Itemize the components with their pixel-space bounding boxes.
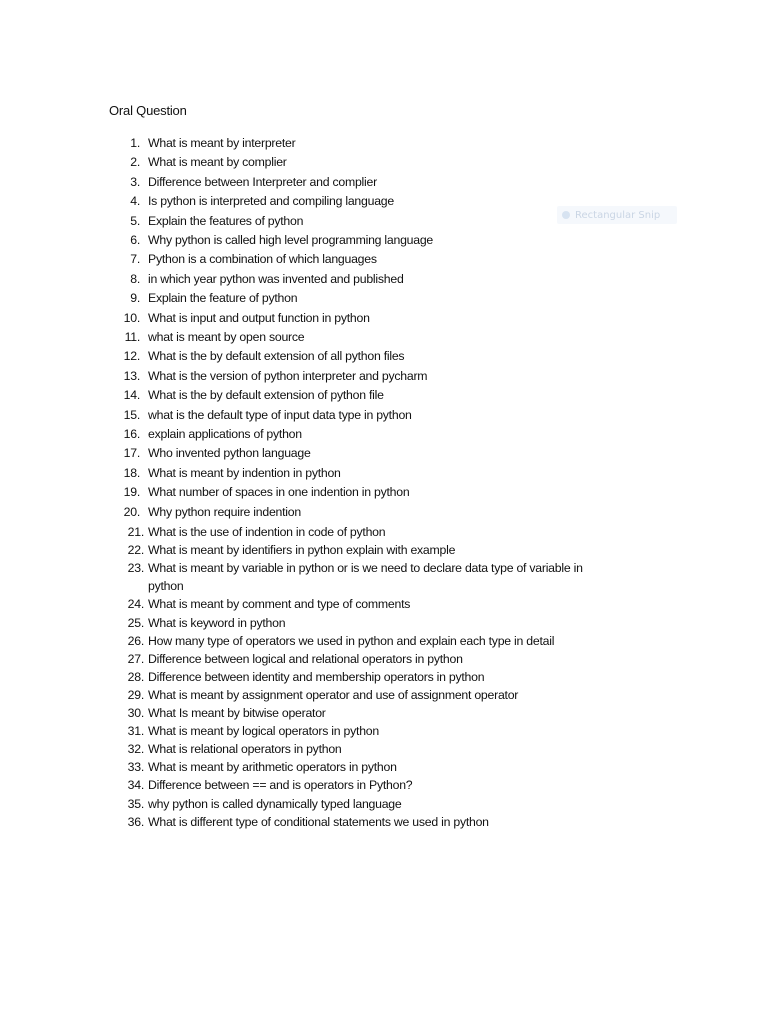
- question-number: 20.: [123, 504, 140, 519]
- question-text: explain applications of python: [148, 427, 302, 441]
- question-number: 31.: [127, 724, 144, 739]
- question-number: 22.: [127, 543, 144, 558]
- rectangular-snip-overlay[interactable]: [557, 206, 677, 224]
- question-number: 36.: [127, 814, 144, 829]
- question-number: 35.: [127, 796, 144, 811]
- question-text: What is meant by variable in python or is we need to declare data type of variable in: [148, 561, 583, 576]
- question-text: What is the use of indention in code of python: [148, 525, 386, 539]
- question-number: 28.: [127, 669, 144, 684]
- question-text: Difference between == and is operators in Python?: [148, 778, 413, 793]
- question-number: 6.: [130, 233, 140, 247]
- question-text: What is meant by logical operators in python: [148, 724, 379, 739]
- question-number: 26.: [127, 633, 144, 648]
- question-text: How many type of operators we used in python and explain each type in detail: [148, 633, 555, 648]
- question-text: What is different type of conditional statements we used in python: [148, 814, 489, 829]
- page-title: Oral Question: [109, 103, 187, 118]
- question-number: 24.: [127, 597, 144, 612]
- question-text-continued: python: [148, 579, 184, 594]
- question-text: Difference between Interpreter and complier: [148, 174, 377, 189]
- question-number: 13.: [123, 368, 140, 383]
- question-text: What is the by default extension of python file: [148, 388, 384, 403]
- question-text: What Is meant by bitwise operator: [148, 706, 326, 720]
- question-text: why python is called dynamically typed language: [148, 796, 402, 811]
- question-text: what is meant by open source: [148, 330, 305, 344]
- question-number: 15.: [123, 407, 140, 422]
- question-number: 21.: [127, 525, 144, 539]
- question-text: Why python is called high level programming language: [148, 233, 434, 247]
- question-text: What is meant by comment and type of comments: [148, 597, 411, 612]
- question-text: what is the default type of input data type in python: [148, 407, 412, 422]
- question-text: in which year python was invented and published: [148, 271, 404, 286]
- question-text: What is meant by indention in python: [148, 465, 341, 480]
- question-text: Is python is interpreted and compiling language: [148, 194, 394, 209]
- question-number: 32.: [127, 742, 144, 757]
- question-number: 1.: [130, 136, 140, 150]
- question-number: 4.: [130, 194, 140, 209]
- question-number: 29.: [127, 687, 144, 702]
- snip-label: Rectangular Snip: [575, 209, 661, 221]
- question-text: Difference between identity and membership operators in python: [148, 669, 485, 684]
- question-number: 11.: [124, 330, 140, 344]
- question-text: What is the version of python interpreter and pycharm: [148, 368, 428, 383]
- question-text: Who invented python language: [148, 446, 311, 461]
- question-text: What is meant by identifiers in python explain with example: [148, 543, 456, 558]
- question-number: 5.: [130, 213, 140, 228]
- question-number: 23.: [127, 561, 144, 576]
- question-text: What is meant by arithmetic operators in python: [148, 760, 397, 775]
- question-number: 14.: [123, 388, 140, 403]
- question-text: What number of spaces in one indention in python: [148, 485, 410, 500]
- question-number: 33.: [127, 760, 144, 775]
- question-text: What is meant by interpreter: [148, 136, 296, 150]
- question-text: What is the by default extension of all python files: [148, 349, 405, 364]
- question-number: 19.: [123, 485, 140, 500]
- question-number: 3.: [130, 174, 140, 189]
- question-number: 12.: [123, 349, 140, 364]
- question-number: 10.: [123, 310, 140, 325]
- question-text: What is meant by complier: [148, 155, 287, 170]
- question-text: What is meant by assignment operator and use of assignment operator: [148, 687, 519, 702]
- question-number: 9.: [130, 291, 140, 306]
- question-number: 18.: [123, 465, 140, 480]
- question-text: Difference between logical and relational operators in python: [148, 651, 463, 666]
- question-number: 25.: [127, 615, 144, 630]
- question-number: 17.: [123, 446, 140, 461]
- question-number: 7.: [130, 252, 140, 267]
- question-number: 27.: [127, 651, 144, 666]
- question-number: 16.: [123, 427, 140, 441]
- question-text: What is input and output function in python: [148, 310, 370, 325]
- question-text: Python is a combination of which languages: [148, 252, 377, 267]
- question-text: What is relational operators in python: [148, 742, 342, 757]
- question-number: 2.: [130, 155, 140, 170]
- question-text: Explain the features of python: [148, 213, 304, 228]
- question-text: What is keyword in python: [148, 615, 286, 630]
- scissors-icon: [562, 211, 570, 219]
- question-number: 34.: [127, 778, 144, 793]
- question-number: 30.: [127, 706, 144, 720]
- question-text: Explain the feature of python: [148, 291, 298, 306]
- question-number: 8.: [130, 271, 140, 286]
- question-text: Why python require indention: [148, 504, 301, 519]
